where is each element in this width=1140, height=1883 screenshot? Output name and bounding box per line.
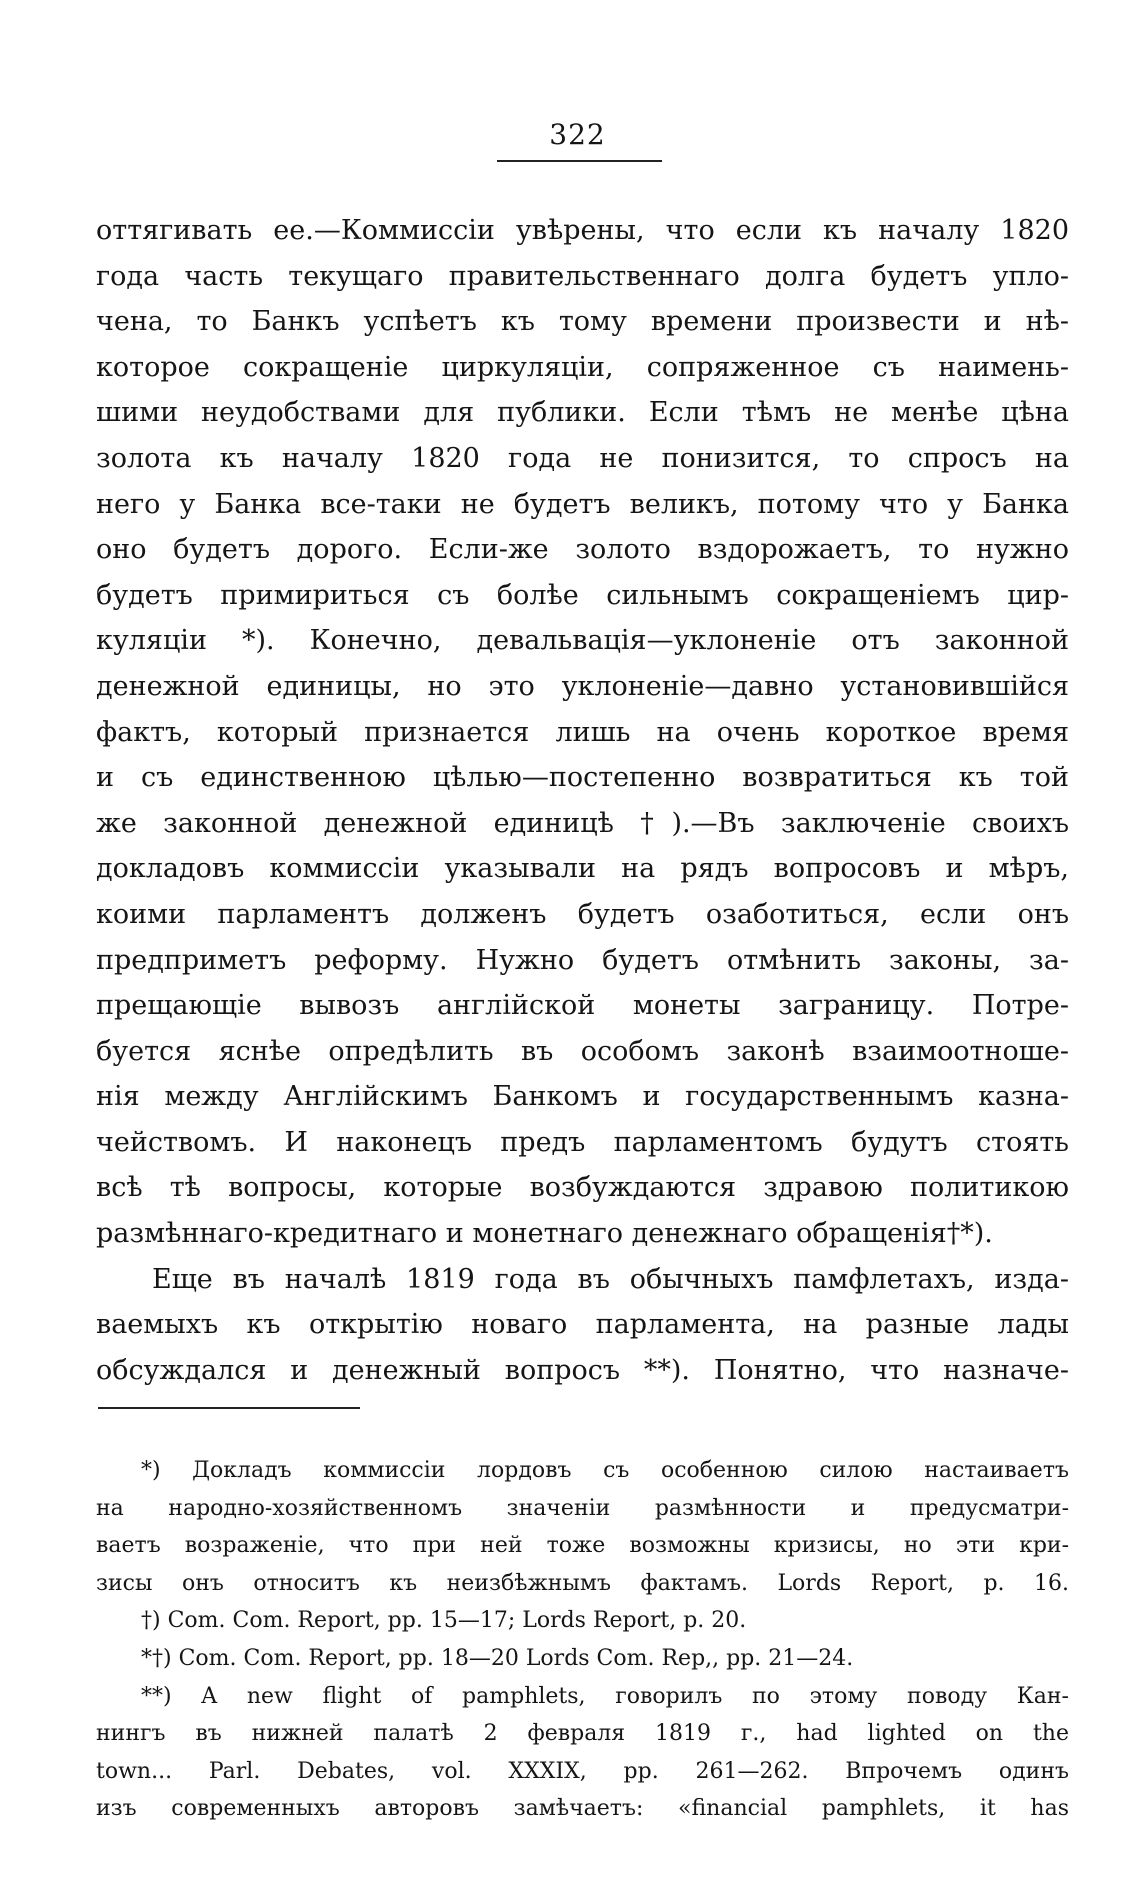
text-line: золота къ началу 1820 года не понизится, то спросъ на <box>96 442 1069 474</box>
footnote-line: town... Parl. Debates, vol. XXXIX, pp. 261—262. Впрочемъ одинъ <box>96 1758 1069 1784</box>
text-line: всѣ тѣ вопросы, которые возбуждаются здравою политикою <box>96 1172 1069 1204</box>
footnote-rule <box>98 1407 360 1409</box>
body-text <box>96 208 1069 1393</box>
text-line: буется яснѣе опредѣлить въ особомъ законѣ взаимоотноше- <box>96 1035 1069 1067</box>
footnote-line: зисы онъ относитъ къ неизбѣжнымъ фактамъ. Lords Report, p. 16. <box>96 1570 1069 1596</box>
text-line: чена, то Банкъ успѣетъ къ тому времени произвести и нѣ- <box>96 306 1069 338</box>
header-rule <box>497 160 662 162</box>
text-line: фактъ, который признается лишь на очень короткое время <box>96 716 1069 748</box>
text-line: Еще въ началѣ 1819 года въ обычныхъ памфлетахъ, изда- <box>152 1263 1069 1295</box>
text-line: которое сокращеніе циркуляціи, сопряженное съ наимень- <box>96 351 1069 383</box>
footnote-line: изъ современныхъ авторовъ замѣчаетъ: «financial pamphlets, it has <box>96 1796 1069 1822</box>
text-line: оттягивать ее.—Коммиссіи увѣрены, что если къ началу 1820 <box>96 215 1069 246</box>
text-line: чействомъ. И наконецъ предъ парламентомъ будутъ стоять <box>96 1126 1069 1158</box>
footnote-line: ваетъ возраженіе, что при ней тоже возможны кризисы, но эти кри- <box>96 1533 1069 1559</box>
text-line: него у Банка все-таки не будетъ великъ, потому что у Банка <box>96 488 1069 520</box>
text-line: предприметъ реформу. Нужно будетъ отмѣнить законы, за- <box>96 944 1069 976</box>
text-line: ваемыхъ къ открытію новаго парламента, на разные лады <box>96 1309 1069 1341</box>
text-line: прещающіе вывозъ англійской монеты заграницу. Потре- <box>96 990 1069 1022</box>
footnote-line: *†) Com. Com. Report, pp. 18—20 Lords Com. Rep,, pp. 21—24. <box>141 1645 854 1671</box>
text-line: оно будетъ дорого. Если-же золото вздорожаетъ, то нужно <box>96 534 1069 566</box>
text-line: куляціи *). Конечно, девальвація—уклоненіе отъ законной <box>96 625 1069 657</box>
text-line: нія между Англійскимъ Банкомъ и государственнымъ казна- <box>96 1081 1069 1113</box>
text-line: будетъ примириться съ болѣе сильнымъ сокращеніемъ цир- <box>96 579 1069 611</box>
text-line: докладовъ коммиссіи указывали на рядъ вопросовъ и мѣръ, <box>96 853 1069 885</box>
text-line: обсуждался и денежный вопросъ **). Понятно, что назначе- <box>96 1354 1069 1386</box>
text-line: шими неудобствами для публики. Если тѣмъ не менѣе цѣна <box>96 397 1069 429</box>
footnote-line: **) A new flight of pamphlets, говорилъ по этому поводу Кан- <box>141 1683 1069 1709</box>
text-line: коими парламентъ долженъ будетъ озаботиться, если онъ <box>96 898 1069 930</box>
footnote-line: †) Com. Com. Report, pp. 15—17; Lords Report, p. 20. <box>141 1608 747 1634</box>
text-line: размѣннаго-кредитнаго и монетнаго денежнаго обращенія†*). <box>96 1218 993 1250</box>
footnotes <box>96 1452 1069 1828</box>
footnote-line: на народно-хозяйственномъ значеніи размѣнности и предусматри- <box>96 1495 1069 1521</box>
footnote-line: *) Докладъ коммиссіи лордовъ съ особенною силою настаиваетъ <box>141 1458 1069 1483</box>
text-line: же законной денежной единицѣ †).—Въ заключеніе своихъ <box>96 807 1069 839</box>
footnote-line: нингъ въ нижней палатѣ 2 февраля 1819 г., had lighted on the <box>96 1721 1069 1747</box>
page-number: 322 <box>549 118 606 151</box>
text-line: денежной единицы, но это уклоненіе—давно установившійся <box>96 670 1069 702</box>
text-line: года часть текущаго правительственнаго долга будетъ уплo- <box>96 260 1069 292</box>
text-line: и съ единственною цѣлью—постепенно возвратиться къ той <box>96 762 1069 794</box>
